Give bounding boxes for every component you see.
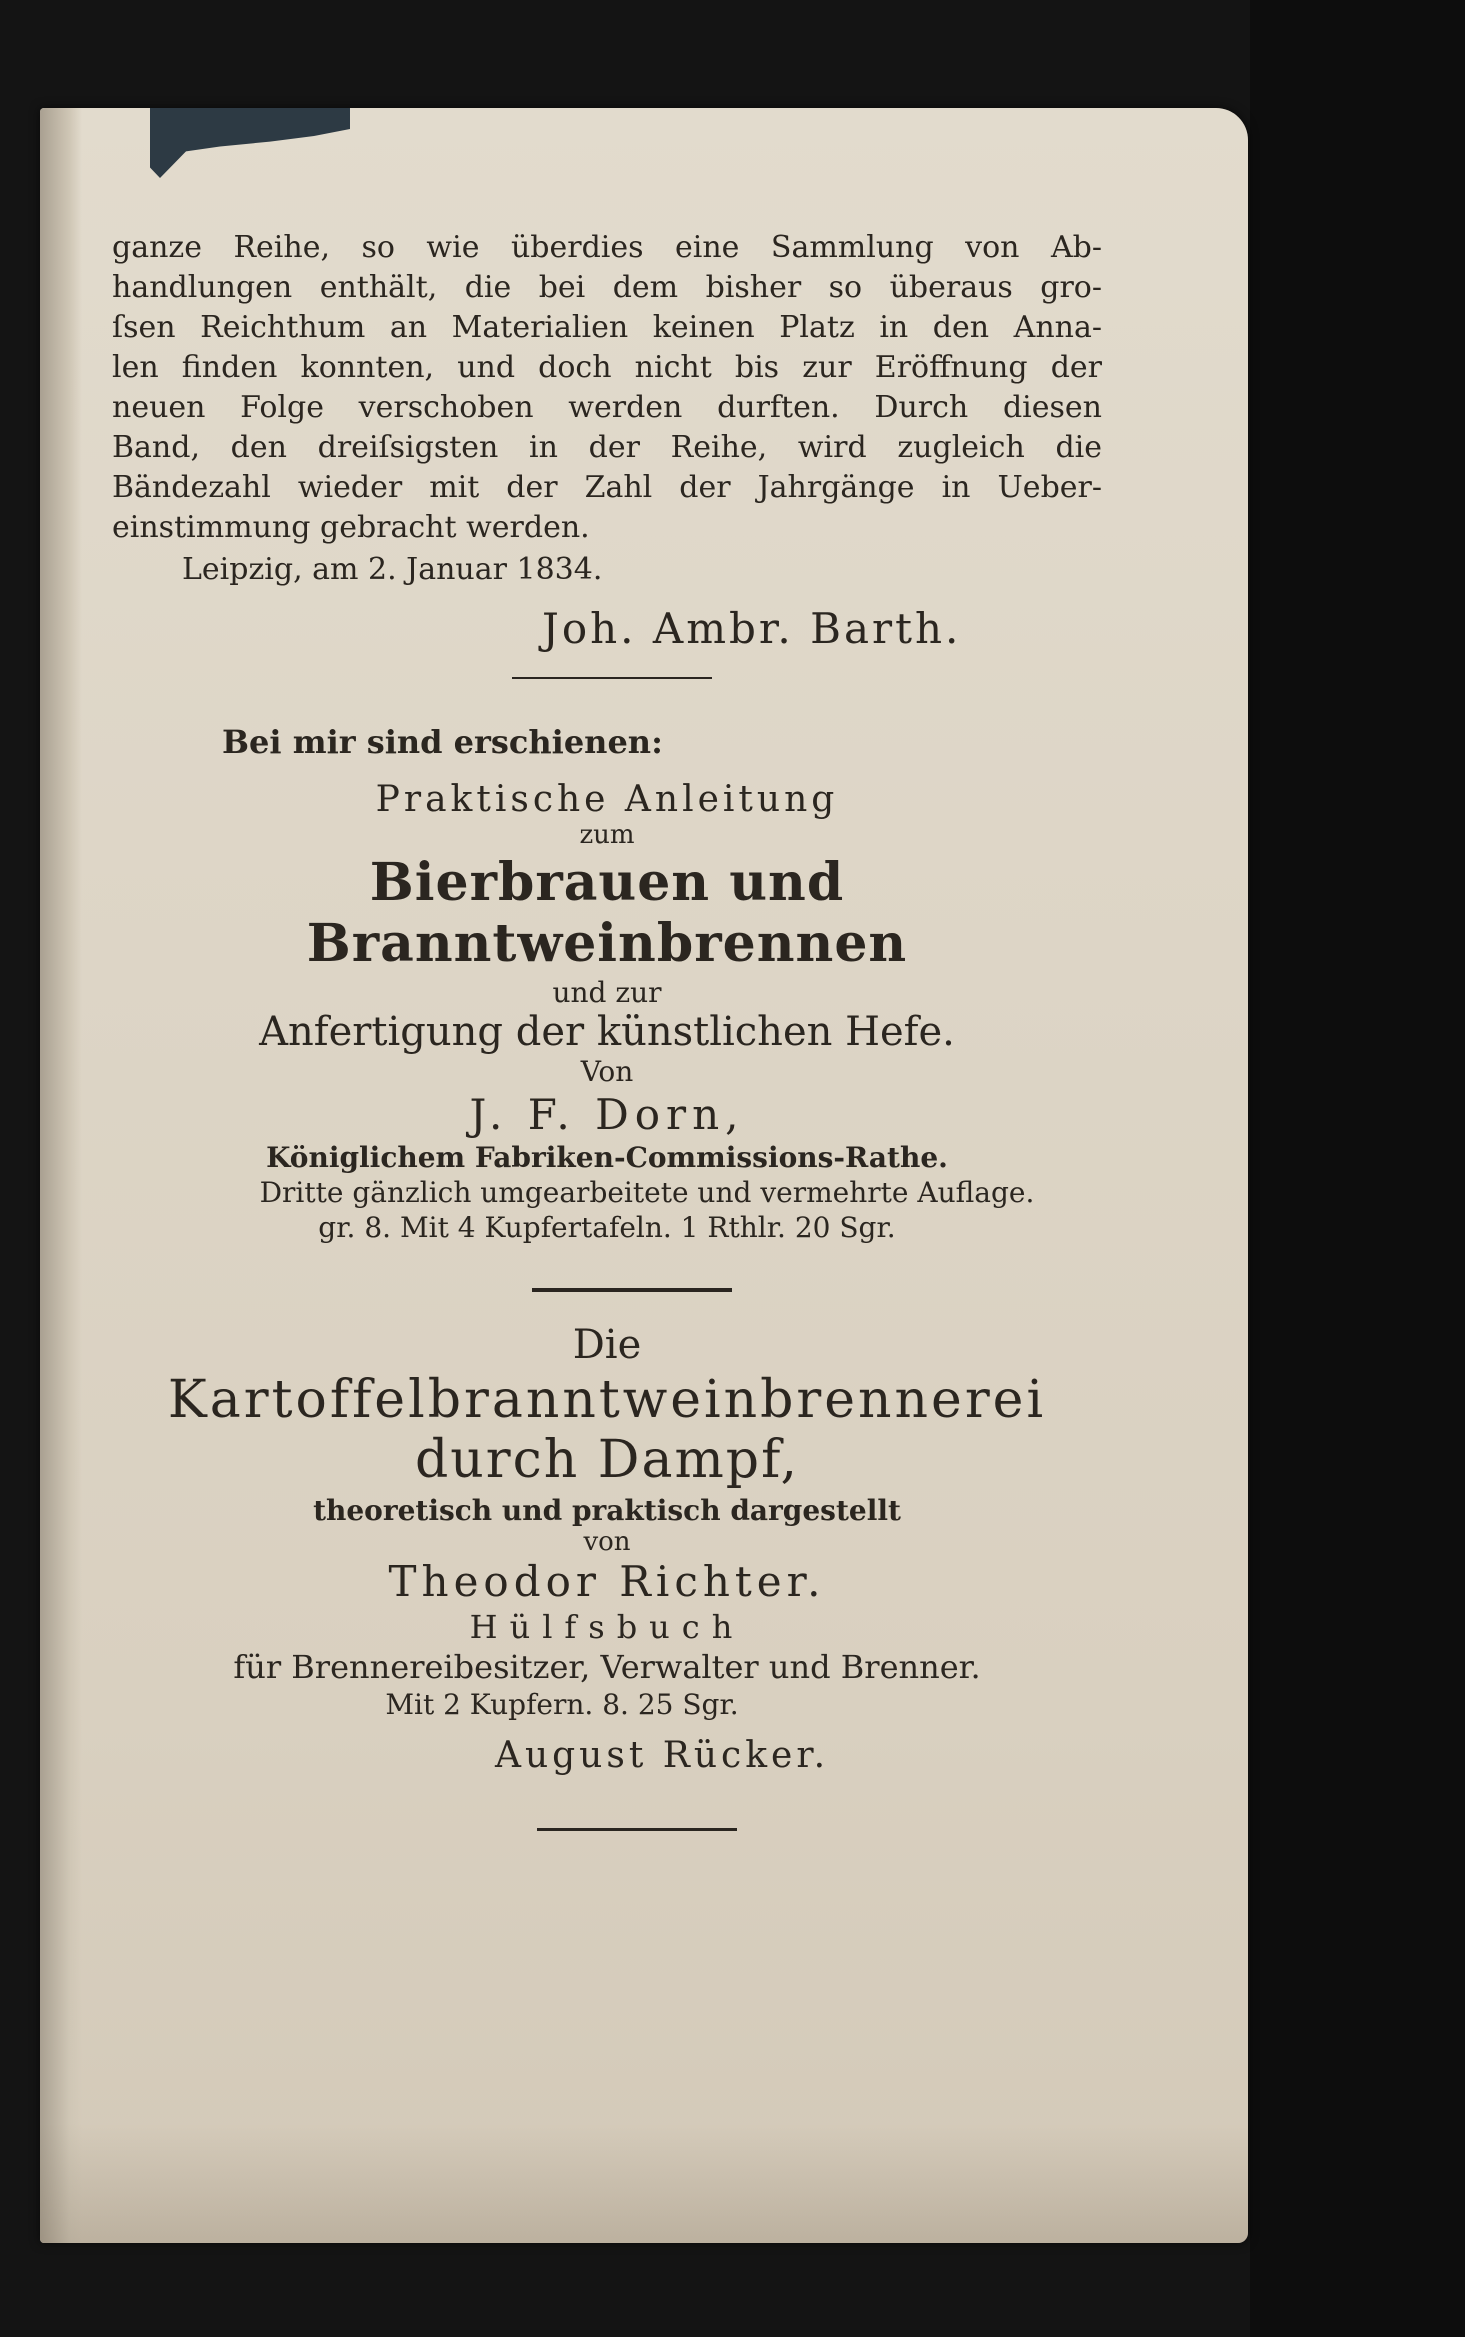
ad-von: von bbox=[583, 1527, 631, 1557]
paragraph-line: handlungen enthält, die bei dem bisher so überaus gro- bbox=[112, 270, 1102, 305]
dark-backdrop bbox=[1250, 0, 1465, 2337]
ad-zum: zum bbox=[579, 820, 635, 850]
page-gutter-shadow bbox=[40, 108, 82, 2243]
ad-title: Bierbrauen und Branntweinbrennen bbox=[306, 852, 908, 974]
divider-rule bbox=[537, 1828, 737, 1831]
torn-corner bbox=[150, 108, 350, 178]
paragraph-line: ganze Reihe, so wie überdies eine Sammlung von Ab- bbox=[112, 230, 1102, 265]
paragraph-line: Band, den dreiſsigsten in der Reihe, wird zugleich die bbox=[112, 430, 1102, 465]
paragraph-line: Bändezahl wieder mit der Zahl der Jahrgänge in Ueber- bbox=[112, 470, 1102, 505]
paragraph-line: neuen Folge verschoben werden durften. Durch diesen bbox=[112, 390, 1102, 425]
ad-audience: für Brennereibesitzer, Verwalter und Brenner. bbox=[233, 1648, 981, 1686]
ad-details: gr. 8. Mit 4 Kupfertafeln. 1 Rthlr. 20 Sgr. bbox=[318, 1211, 896, 1244]
body-paragraph bbox=[112, 228, 1102, 548]
ad-intro: Bei mir sind erschienen: bbox=[222, 723, 663, 761]
divider-rule bbox=[512, 677, 712, 679]
ad-die: Die bbox=[572, 1322, 642, 1368]
ad-title-2: durch Dampf, bbox=[415, 1430, 799, 1490]
advertisement-dorn bbox=[112, 723, 1102, 1244]
divider-rule bbox=[532, 1288, 732, 1292]
ad-und-zur: und zur bbox=[552, 976, 662, 1009]
ad-author-title: Königlichem Fabriken-Commissions-Rathe. bbox=[266, 1141, 948, 1174]
advertisement-richter bbox=[112, 1322, 1102, 1776]
ad-title: Kartoffelbranntweinbrennerei bbox=[167, 1370, 1047, 1430]
book-page bbox=[40, 108, 1248, 2243]
ad-edition: Dritte gänzlich umgearbeitete und vermehrte Auflage. bbox=[259, 1176, 1035, 1209]
ad-details: Mit 2 Kupfern. 8. 25 Sgr. bbox=[385, 1688, 739, 1721]
paragraph-line: ſsen Reichthum an Materialien keinen Platz in den Anna- bbox=[112, 310, 1102, 345]
ad-subtitle: theoretisch und praktisch dargestellt bbox=[313, 1494, 901, 1527]
paragraph-line: len finden konnten, und doch nicht bis zur Eröffnung der bbox=[112, 350, 1102, 385]
ad-author: Theodor Richter. bbox=[388, 1557, 826, 1606]
ad-hulfsbuch: Hülfsbuch bbox=[469, 1608, 745, 1646]
ad-title-2: Anfertigung der künstlichen Hefe. bbox=[259, 1009, 955, 1055]
ad-von: Von bbox=[580, 1055, 634, 1088]
ad-publisher: August Rücker. bbox=[494, 1735, 830, 1776]
page-content bbox=[112, 228, 1102, 1831]
dateline: Leipzig, am 2. Januar 1834. bbox=[182, 552, 603, 587]
ad-author: J. F. Dorn, bbox=[469, 1090, 745, 1139]
paragraph-line: einstimmung gebracht werden. bbox=[112, 510, 590, 545]
page-bottom-shadow bbox=[40, 2123, 1248, 2243]
signature: Joh. Ambr. Barth. bbox=[542, 604, 962, 653]
ad-subtitle: Praktische Anleitung bbox=[375, 779, 839, 820]
